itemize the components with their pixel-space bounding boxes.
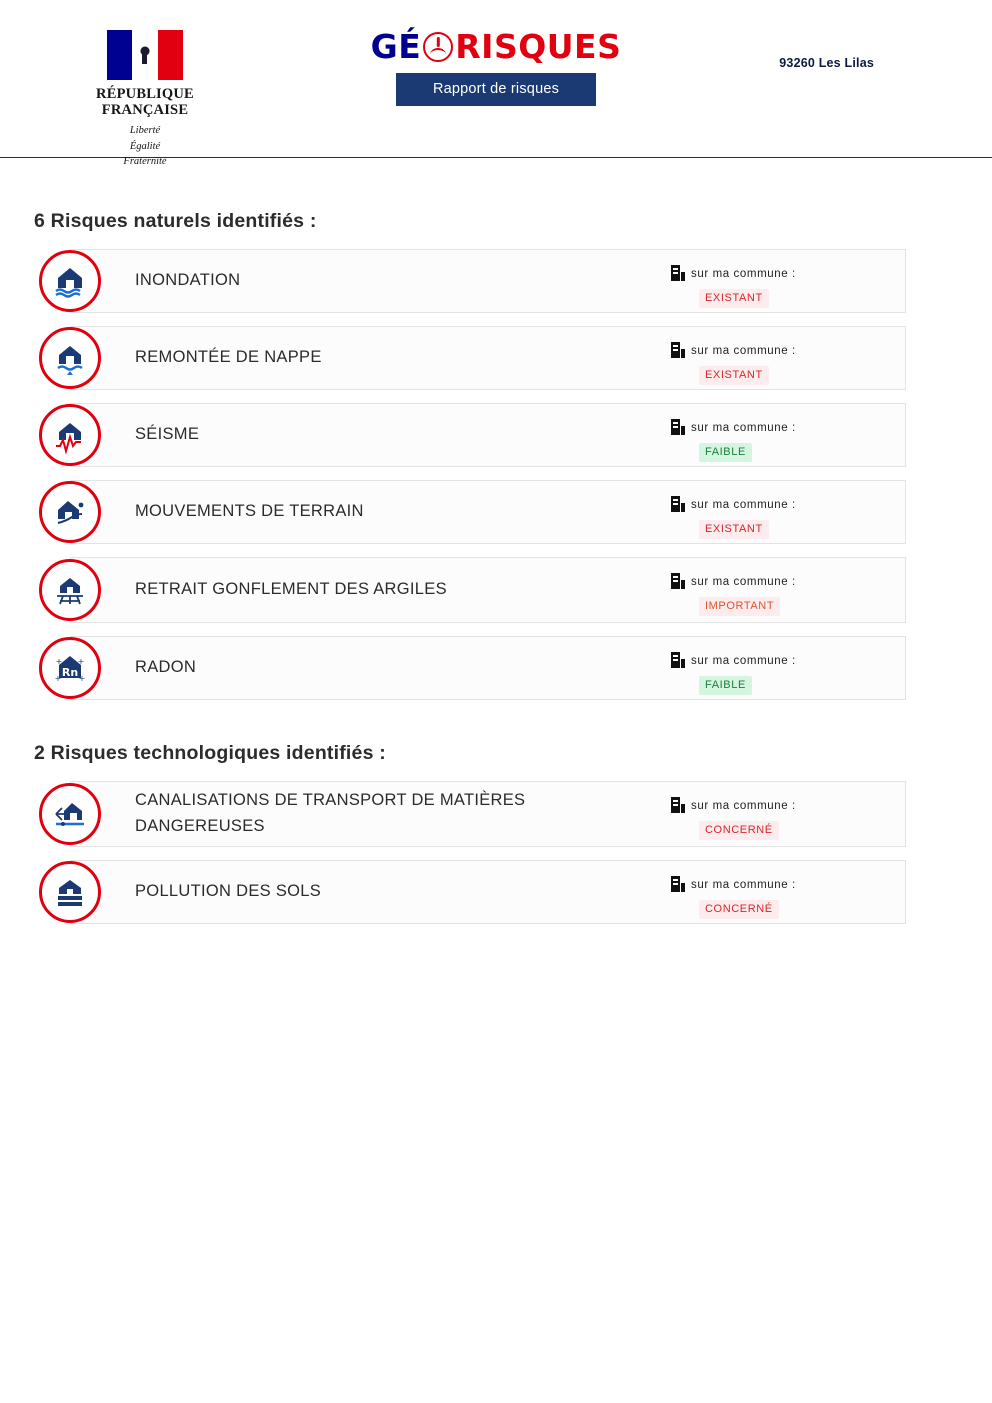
risk-status [671, 572, 796, 616]
commune-building-icon [671, 876, 685, 892]
risk-row[interactable] [70, 480, 906, 544]
risk-row[interactable] [54, 636, 906, 700]
natural-risk-list [54, 249, 906, 700]
pipeline-dangerous-goods-icon [39, 783, 101, 845]
risk-status [671, 875, 796, 919]
report-title-badge: Rapport de risques [396, 73, 596, 106]
brand-title-ge: GÉ [370, 27, 422, 66]
status-badge: EXISTANT [699, 366, 769, 385]
status-badge: IMPORTANT [699, 597, 780, 616]
status-caption: sur ma commune : [691, 655, 796, 667]
status-caption: sur ma commune : [691, 800, 796, 812]
risk-status [671, 418, 796, 462]
risk-row[interactable] [70, 781, 906, 847]
risk-row[interactable] [70, 557, 906, 623]
risk-label: SÉISME [135, 425, 200, 444]
status-caption: sur ma commune : [691, 268, 796, 280]
risk-label: MOUVEMENTS DE TERRAIN [135, 502, 364, 521]
groundwater-rise-icon [39, 327, 101, 389]
commune-code-label: 93260 Les Lilas [779, 56, 874, 70]
commune-building-icon [671, 265, 685, 281]
risk-status [671, 796, 796, 840]
georisques-logo-icon [423, 32, 453, 62]
radon-icon [39, 637, 101, 699]
soil-pollution-icon [39, 861, 101, 923]
status-badge: CONCERNÉ [699, 900, 779, 919]
commune-building-icon [671, 419, 685, 435]
status-badge: FAIBLE [699, 443, 752, 462]
page-header [0, 0, 992, 167]
brand-title-risques: RISQUES [455, 27, 622, 66]
report-content [0, 158, 992, 924]
risk-row[interactable] [70, 860, 906, 924]
status-badge: EXISTANT [699, 289, 769, 308]
section-title-technological-risks: 2 Risques technologiques identifiés : [34, 742, 386, 764]
risk-label: INONDATION [135, 271, 241, 290]
svg-text:Rn: Rn [61, 666, 79, 679]
commune-building-icon [671, 797, 685, 813]
risk-row[interactable] [70, 326, 906, 390]
clay-shrink-swell-icon [39, 559, 101, 621]
risk-label: REMONTÉE DE NAPPE [135, 348, 322, 367]
risk-status [671, 495, 796, 539]
risk-row[interactable] [70, 403, 906, 467]
status-badge: FAIBLE [699, 676, 752, 695]
risk-status [671, 341, 796, 385]
brand-title [370, 27, 622, 66]
svg-text:+: + [77, 657, 85, 666]
commune-building-icon [671, 652, 685, 668]
technological-risk-list [70, 781, 906, 924]
section-title-natural-risks: 6 Risques naturels identifiés : [34, 210, 317, 232]
republic-name: RÉPUBLIQUE FRANÇAISE [96, 86, 194, 119]
landslide-icon [39, 481, 101, 543]
risk-status [671, 651, 796, 695]
status-badge: EXISTANT [699, 520, 769, 539]
risk-label: CANALISATIONS DE TRANSPORT DE MATIÈRES DANGEREUSES [135, 791, 526, 835]
risk-label: RETRAIT GONFLEMENT DES ARGILES [135, 580, 447, 599]
svg-text:+: + [55, 657, 63, 666]
risk-label: RADON [135, 658, 197, 677]
risk-status [671, 264, 796, 308]
commune-building-icon [671, 573, 685, 589]
status-caption: sur ma commune : [691, 345, 796, 357]
republic-motto: Liberté Égalité Fraternité [123, 125, 167, 167]
commune-building-icon [671, 496, 685, 512]
status-badge: CONCERNÉ [699, 821, 779, 840]
status-caption: sur ma commune : [691, 422, 796, 434]
risk-label: POLLUTION DES SOLS [135, 882, 322, 901]
risk-row[interactable] [70, 249, 906, 313]
flood-icon [39, 250, 101, 312]
commune-building-icon [671, 342, 685, 358]
svg-text:+: + [78, 674, 86, 683]
status-caption: sur ma commune : [691, 576, 796, 588]
earthquake-icon [39, 404, 101, 466]
svg-text:+: + [54, 674, 62, 683]
status-caption: sur ma commune : [691, 879, 796, 891]
status-caption: sur ma commune : [691, 499, 796, 511]
